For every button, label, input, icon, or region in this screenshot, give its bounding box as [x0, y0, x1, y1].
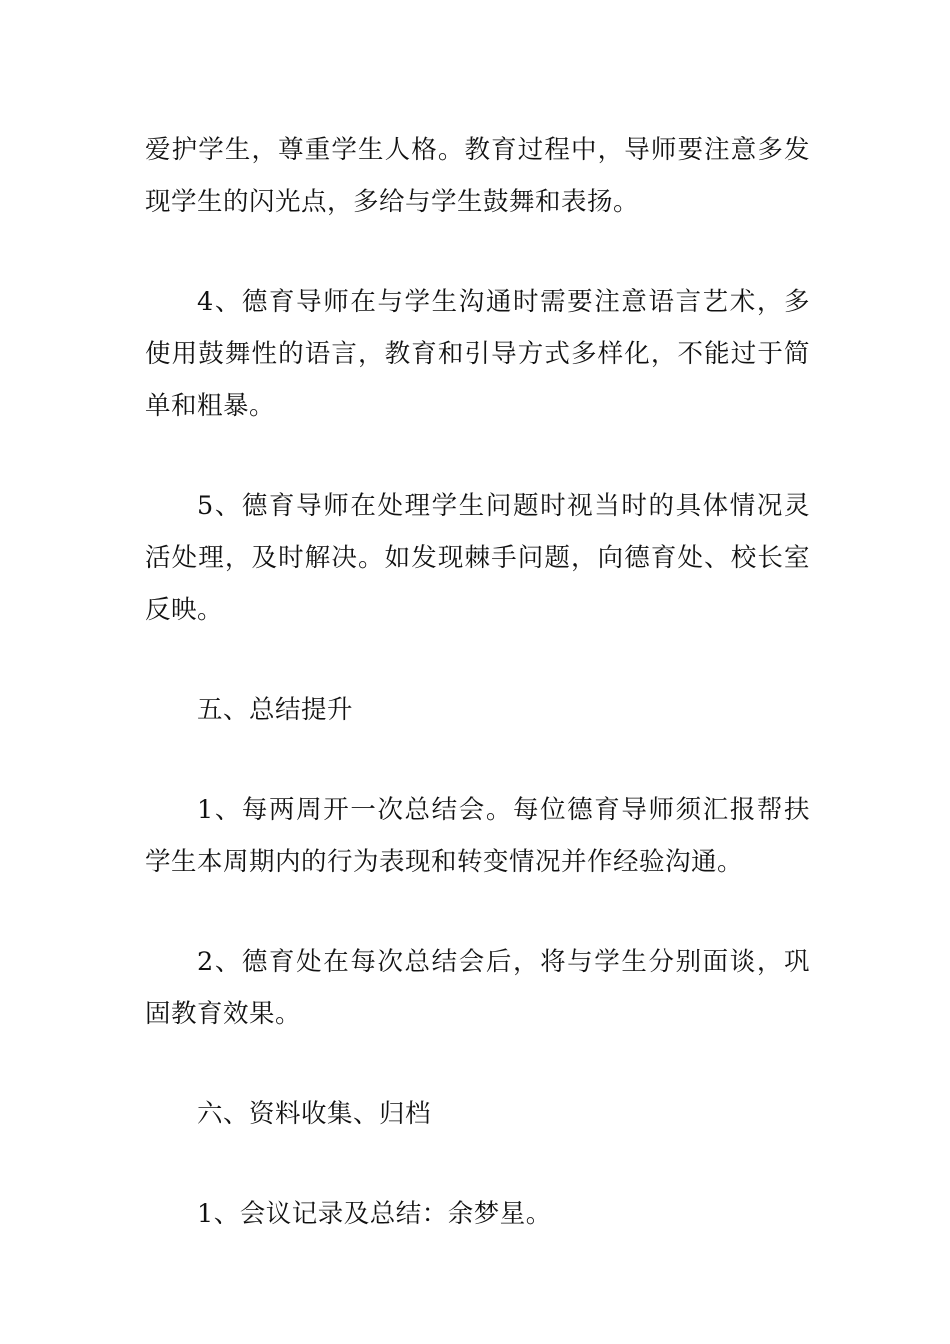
paragraph-care-for-students: 爱护学生，尊重学生人格。教育过程中，导师要注意多发现学生的闪光点，多给与学生鼓舞和表扬。 [145, 135, 810, 217]
paragraph-spacer [145, 1140, 810, 1188]
paragraph-item-1-meeting-records: 1、会议记录及总结：余梦星。 [197, 1199, 552, 1229]
document-body [145, 124, 810, 1240]
paragraph-spacer [145, 636, 810, 684]
paragraph-spacer [145, 888, 810, 936]
paragraph-spacer [145, 228, 810, 276]
paragraph-item-1-summary-meeting: 1、每两周开一次总结会。每位德育导师须汇报帮扶学生本周期内的行为表现和转变情况并作经验沟通。 [145, 795, 810, 877]
paragraph-spacer [145, 1040, 810, 1088]
paragraph-item-5-problem-handling: 5、德育导师在处理学生问题时视当时的具体情况灵活处理，及时解决。如发现棘手问题，向德育处、校长室反映。 [145, 491, 810, 625]
section-heading-summary: 五、总结提升 [197, 695, 354, 725]
paragraph-spacer [145, 736, 810, 784]
paragraph-item-4-communication: 4、德育导师在与学生沟通时需要注意语言艺术，多使用鼓舞性的语言，教育和引导方式多样化，不能过于简单和粗暴。 [145, 287, 810, 421]
section-heading-archiving: 六、资料收集、归档 [197, 1099, 432, 1129]
paragraph-item-2-interviews: 2、德育处在每次总结会后，将与学生分别面谈，巩固教育效果。 [145, 947, 810, 1029]
paragraph-spacer [145, 432, 810, 480]
